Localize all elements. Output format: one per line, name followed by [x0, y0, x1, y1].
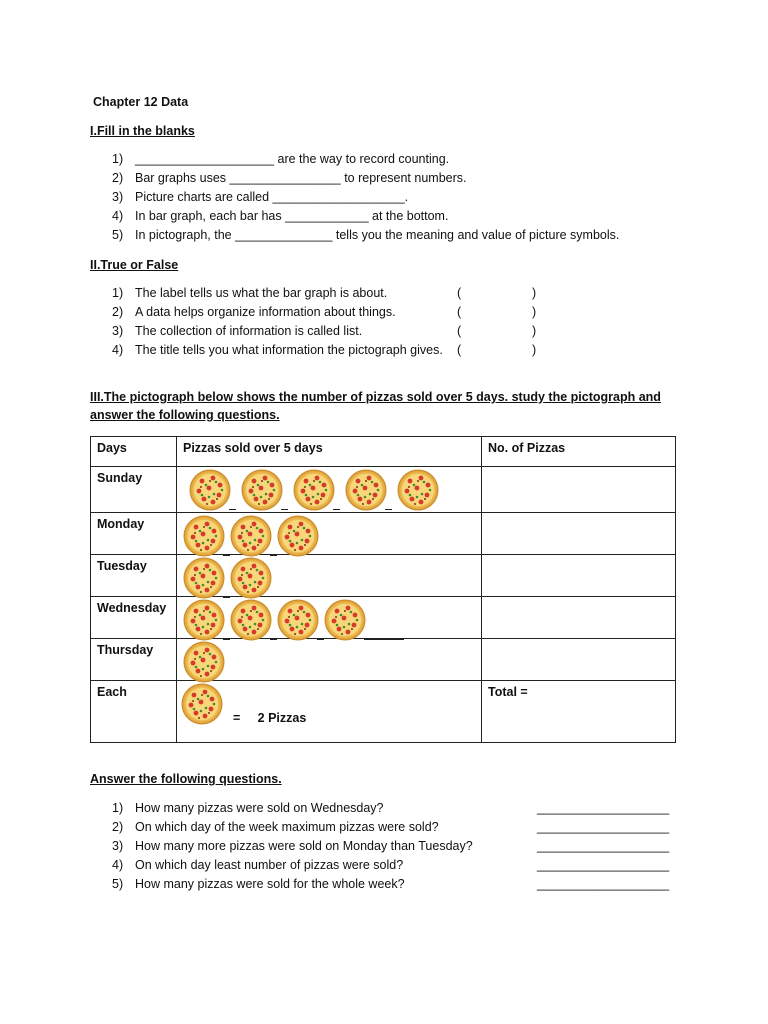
- answer-questions-heading: Answer the following questions.: [90, 772, 282, 786]
- table-row: [91, 597, 676, 639]
- pizza-icon: [230, 515, 272, 557]
- page-title: Chapter 12 Data: [93, 95, 189, 109]
- true-false-statement: The title tells you what information the pictograph gives.: [135, 343, 443, 357]
- day-label: Tuesday: [91, 555, 177, 597]
- header-pizzas-sold: Pizzas sold over 5 days: [177, 437, 482, 467]
- pizza-icon: [277, 599, 319, 641]
- total-label[interactable]: Total =: [482, 681, 676, 743]
- pizza-icon: [183, 599, 225, 641]
- key-label: Each: [91, 681, 177, 743]
- section-fill-blanks-heading: I.Fill in the blanks: [90, 124, 195, 138]
- pizza-icon: [277, 515, 319, 557]
- answer-blank[interactable]: ___________________: [537, 839, 670, 853]
- day-label: Wednesday: [91, 597, 177, 639]
- table-row: [91, 467, 676, 513]
- question-text: On which day of the week maximum pizzas were sold?: [135, 820, 439, 834]
- answer-close-paren[interactable]: ): [532, 286, 537, 300]
- question-text: How many pizzas were sold for the whole week?: [135, 877, 405, 891]
- item-number: 1): [112, 286, 124, 300]
- day-label: Sunday: [91, 467, 177, 513]
- answer-close-paren[interactable]: ): [532, 343, 537, 357]
- key-value: = 2 Pizzas: [233, 711, 307, 725]
- true-false-statement: The collection of information is called list.: [135, 324, 363, 338]
- pizza-icon: [183, 641, 225, 683]
- divider: [281, 509, 288, 510]
- answer-close-paren[interactable]: ): [532, 324, 537, 338]
- header-no-of-pizzas: No. of Pizzas: [482, 437, 676, 467]
- fill-blank-item[interactable]: In bar graph, each bar has ____________ at the bottom.: [135, 209, 449, 223]
- question-text: How many more pizzas were sold on Monday than Tuesday?: [135, 839, 473, 853]
- answer-close-paren[interactable]: ): [532, 305, 537, 319]
- pizza-icon: [183, 557, 225, 599]
- answer-open-paren[interactable]: (: [457, 324, 462, 338]
- fill-blank-item[interactable]: ____________________ are the way to record counting.: [135, 152, 450, 166]
- answer-blank[interactable]: ___________________: [537, 877, 670, 891]
- item-number: 2): [112, 820, 124, 834]
- key-row: [91, 681, 676, 743]
- pizza-icon: [324, 599, 366, 641]
- pizza-count-cell[interactable]: [482, 513, 676, 555]
- day-label: Thursday: [91, 639, 177, 681]
- answer-open-paren[interactable]: (: [457, 343, 462, 357]
- pizza-count-cell[interactable]: [482, 467, 676, 513]
- pizza-row: [181, 469, 481, 515]
- answer-open-paren[interactable]: (: [457, 305, 462, 319]
- item-number: 3): [112, 324, 124, 338]
- pizza-count-cell[interactable]: [482, 597, 676, 639]
- answer-open-paren[interactable]: (: [457, 286, 462, 300]
- pizza-icon: [293, 469, 335, 511]
- pizza-icon: [189, 469, 231, 511]
- question-text: On which day least number of pizzas were sold?: [135, 858, 404, 872]
- fill-blank-item[interactable]: Bar graphs uses ________________ to represent numbers.: [135, 171, 467, 185]
- item-number: 2): [112, 171, 124, 185]
- fill-blank-item[interactable]: Picture charts are called ___________________.: [135, 190, 409, 204]
- item-number: 4): [112, 858, 124, 872]
- item-number: 4): [112, 343, 124, 357]
- pizza-icon: [183, 515, 225, 557]
- table-row: [91, 513, 676, 555]
- question-text: How many pizzas were sold on Wednesday?: [135, 801, 384, 815]
- item-number: 2): [112, 305, 124, 319]
- section-pictograph-heading-line2: answer the following questions.: [90, 408, 280, 422]
- pizza-icon: [241, 469, 283, 511]
- pizza-icon: [230, 599, 272, 641]
- item-number: 4): [112, 209, 124, 223]
- item-number: 3): [112, 190, 124, 204]
- pictograph-table: [90, 436, 676, 743]
- answer-blank[interactable]: ___________________: [537, 858, 670, 872]
- pizza-count-cell[interactable]: [482, 639, 676, 681]
- pizza-icon: [181, 683, 223, 725]
- divider: [385, 509, 392, 510]
- fill-blank-item[interactable]: In pictograph, the ______________ tells you the meaning and value of picture symbols.: [135, 228, 620, 242]
- pizza-icon: [230, 557, 272, 599]
- true-false-statement: The label tells us what the bar graph is about.: [135, 286, 388, 300]
- day-label: Monday: [91, 513, 177, 555]
- answer-blank[interactable]: ___________________: [537, 820, 670, 834]
- divider: [333, 509, 340, 510]
- item-number: 1): [112, 801, 124, 815]
- item-number: 5): [112, 877, 124, 891]
- table-row: [91, 639, 676, 681]
- header-days: Days: [91, 437, 177, 467]
- answer-blank[interactable]: ___________________: [537, 801, 670, 815]
- pizza-count-cell[interactable]: [482, 555, 676, 597]
- item-number: 1): [112, 152, 124, 166]
- divider: [229, 509, 236, 510]
- section-true-false-heading: II.True or False: [90, 258, 179, 272]
- pizza-icon: [345, 469, 387, 511]
- section-pictograph-heading-line1: III.The pictograph below shows the number of pizzas sold over 5 days. study the pictograph and: [90, 390, 661, 404]
- table-row: [91, 555, 676, 597]
- item-number: 5): [112, 228, 124, 242]
- pizza-icon: [397, 469, 439, 511]
- item-number: 3): [112, 839, 124, 853]
- true-false-statement: A data helps organize information about things.: [135, 305, 396, 319]
